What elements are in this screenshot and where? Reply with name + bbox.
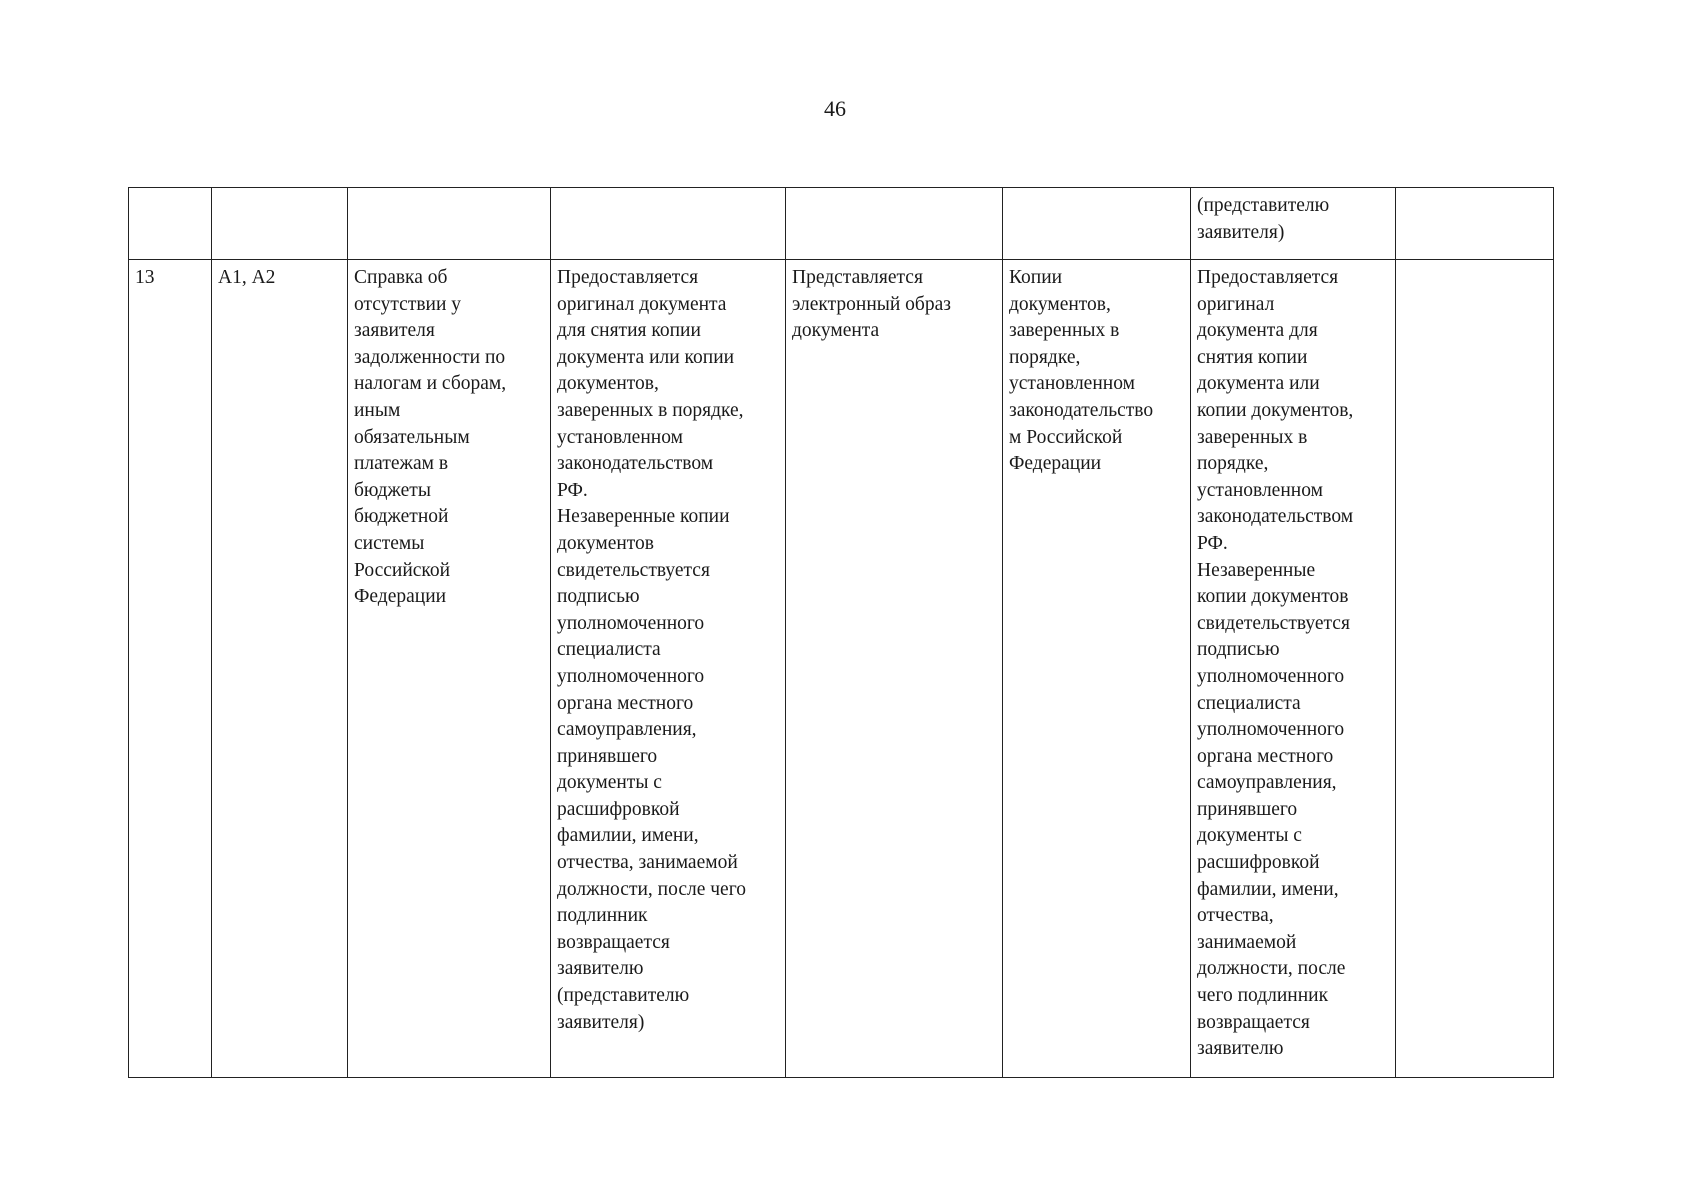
table-row bbox=[129, 188, 1554, 260]
row-number: 13 bbox=[135, 267, 155, 288]
continuation-text: (представителю заявителя) bbox=[1197, 195, 1330, 243]
mail-requirements-cell bbox=[1003, 260, 1191, 1078]
table-cell bbox=[1003, 188, 1191, 260]
in-person-requirements: Предоставляется оригинал документа для снятия копии документа или копии документов, заверенных в порядке, установленном законодательством РФ. Незаверенные копии документов свидетельствуется подписью уполномоченного специалиста уполномоченного органа местного самоуправления, принявшего документы с расшифровкой фамилии, имени, отчества, занимаемой должности, после чего подлинник возвращается заявителю (представителю заявителя) bbox=[557, 267, 746, 1033]
electronic-requirements-cell bbox=[786, 260, 1003, 1078]
row-number-cell bbox=[129, 260, 212, 1078]
applicant-category: А1, А2 bbox=[218, 267, 276, 288]
mfc-requirements-cell bbox=[1191, 260, 1396, 1078]
mail-requirements: Копии документов, заверенных в порядке, установленном законодательство м Российской Федерации bbox=[1009, 267, 1154, 475]
table-cell bbox=[1396, 188, 1554, 260]
applicant-category-cell bbox=[212, 260, 348, 1078]
table-cell bbox=[129, 188, 212, 260]
electronic-requirements: Представляется электронный образ документа bbox=[792, 267, 951, 342]
document-name: Справка об отсутствии у заявителя задолженности по налогам и сборам, иным обязательным платежам в бюджеты бюджетной системы Российской Федерации bbox=[354, 267, 507, 608]
table-cell bbox=[348, 188, 551, 260]
in-person-requirements-cell bbox=[551, 260, 786, 1078]
table-cell bbox=[212, 188, 348, 260]
table-row bbox=[129, 260, 1554, 1078]
page-number: 46 bbox=[824, 96, 846, 121]
table-cell bbox=[1191, 188, 1396, 260]
table-cell bbox=[1396, 260, 1554, 1078]
document-table bbox=[128, 187, 1554, 1078]
mfc-requirements: Предоставляется оригинал документа для снятия копии документа или копии документов, заверенных в порядке, установленном законодательством РФ. Незаверенные копии документов свидетельствуется подписью уполномоченного специалиста уполномоченного органа местного самоуправления, принявшего документы с расшифровкой фамилии, имени, отчества, занимаемой должности, после чего подлинник возвращается заявителю bbox=[1197, 267, 1354, 1060]
table-cell bbox=[551, 188, 786, 260]
document-name-cell bbox=[348, 260, 551, 1078]
table-cell bbox=[786, 188, 1003, 260]
